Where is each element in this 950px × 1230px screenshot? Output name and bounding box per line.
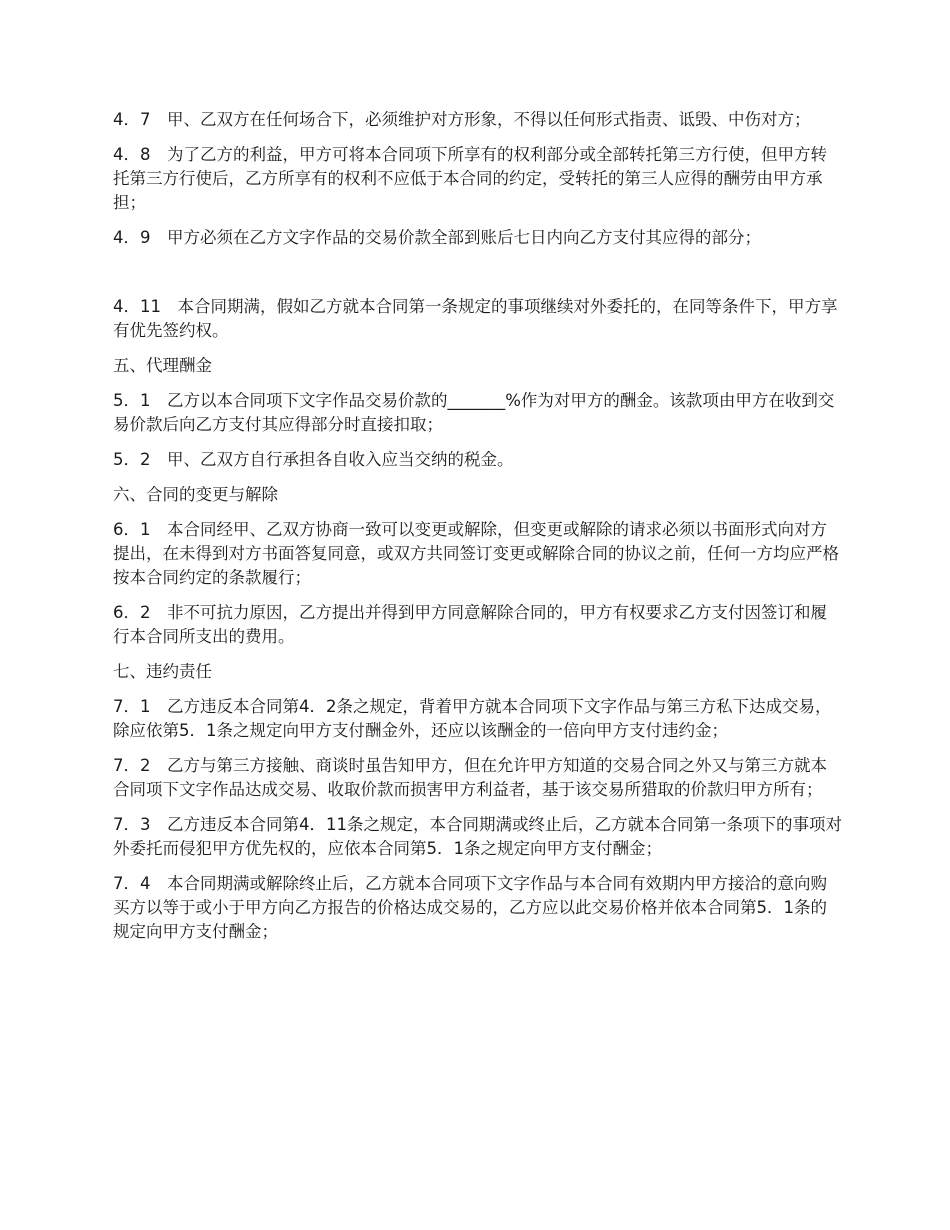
clause-7-1: 7．1 乙方违反本合同第4．2条之规定，背着甲方就本合同项下文字作品与第三方私下达成交易，除应依第5．1条之规定向甲方支付酬金外，还应以该酬金的一倍向甲方支付违约金；: [113, 697, 832, 740]
section-heading-7: 七、违约责任: [113, 662, 212, 681]
document-body: [113, 108, 843, 955]
clause-6-1: 6．1 本合同经甲、乙双方协商一致可以变更或解除，但变更或解除的请求必须以书面形式向对方提出，在未得到对方书面答复同意，或双方共同签订变更或解除合同的协议之前，任何一方均应严格按本合同约定的条款履行；: [113, 520, 839, 587]
clause-4-9: 4．9 甲方必须在乙方文字作品的交易价款全部到账后七日内向乙方支付其应得的部分；: [113, 228, 761, 247]
section-heading-6: 六、合同的变更与解除: [113, 485, 278, 504]
section-heading-5: 五、代理酬金: [113, 356, 212, 375]
clause-5-2: 5．2 甲、乙双方自行承担各自收入应当交纳的税金。: [113, 450, 514, 469]
clause-7-3: 7．3 乙方违反本合同第4．11条之规定，本合同期满或终止后，乙方就本合同第一条项下的事项对外委托而侵犯甲方优先权的，应依本合同第5．1条之规定向甲方支付酬金；: [113, 815, 842, 858]
clause-4-7: 4．7 甲、乙双方在任何场合下，必须维护对方形象，不得以任何形式指责、诋毁、中伤对方；: [113, 110, 811, 129]
clause-4-11: 4．11 本合同期满，假如乙方就本合同第一条规定的事项继续对外委托的，在同等条件下，甲方享有优先签约权。: [113, 297, 838, 340]
clause-5-1: 5．1 乙方以本合同项下文字作品交易价款的_______%作为对甲方的酬金。该款项由甲方在收到交易价款后向乙方支付其应得部分时直接扣取；: [113, 391, 835, 434]
clause-4-8: 4．8 为了乙方的利益，甲方可将本合同项下所享有的权利部分或全部转托第三方行使，但甲方转托第三方行使后，乙方所享有的权利不应低于本合同的约定，受转托的第三人应得的酬劳由甲方承担；: [113, 145, 827, 212]
clause-6-2: 6．2 非不可抗力原因，乙方提出并得到甲方同意解除合同的，甲方有权要求乙方支付因签订和履行本合同所支出的费用。: [113, 603, 827, 646]
clause-7-2: 7．2 乙方与第三方接触、商谈时虽告知甲方，但在允许甲方知道的交易合同之外又与第三方就本合同项下文字作品达成交易、收取价款而损害甲方利益者，基于该交易所猎取的价款归甲方所有；: [113, 756, 827, 799]
clause-7-4: 7．4 本合同期满或解除终止后，乙方就本合同项下文字作品与本合同有效期内甲方接洽的意向购买方以等于或小于甲方向乙方报告的价格达成交易的，乙方应以此交易价格并依本合同第5．1条的规定向甲方支付酬金；: [113, 874, 827, 941]
